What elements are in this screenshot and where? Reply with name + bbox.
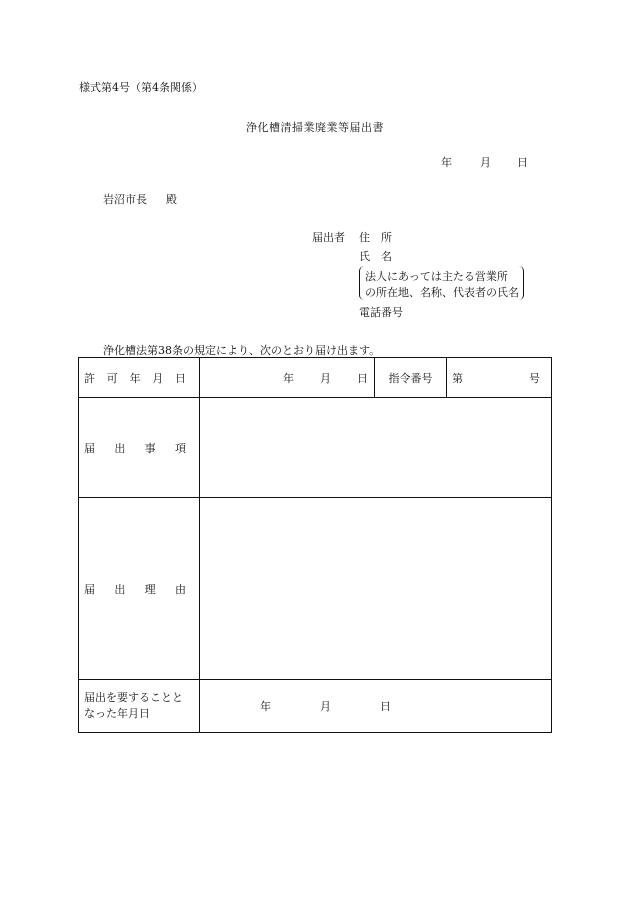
label-char: 月	[152, 371, 164, 385]
year-label: 年	[441, 156, 452, 169]
addressee	[103, 194, 177, 205]
document-title: 浄化槽清掃業廃業等届出書	[246, 121, 384, 134]
label-char: 由	[174, 582, 186, 596]
label-char: 許	[84, 371, 95, 385]
year-label: 年	[283, 371, 294, 385]
notification-matters-field[interactable]	[200, 398, 552, 498]
table-row	[79, 398, 552, 498]
month-label: 月	[320, 371, 331, 385]
phone-label: 電話番号	[359, 306, 403, 319]
change-date-label-line1: 届出を要することと	[84, 691, 183, 704]
label-char: 出	[114, 582, 126, 596]
label-char: 可	[106, 371, 118, 385]
designation-number-label: 指令番号	[375, 358, 447, 398]
applicant-label: 届出者	[312, 231, 345, 244]
addressee-name: 岩沼市長	[103, 193, 147, 206]
label-char: 項	[174, 441, 186, 455]
submission-date	[441, 157, 528, 168]
change-date-value[interactable]	[200, 680, 552, 733]
number-prefix: 第	[452, 371, 463, 385]
change-date-label	[79, 680, 200, 733]
permit-date-value[interactable]	[200, 358, 375, 398]
label-char: 理	[144, 582, 156, 596]
corporation-note-line1: 法人にあっては主たる営業所	[365, 270, 508, 283]
label-char: 日	[175, 371, 186, 385]
table-row	[79, 358, 552, 398]
permit-date-label	[79, 358, 200, 398]
day-label: 日	[357, 371, 368, 385]
table-row	[79, 498, 552, 680]
month-label: 月	[320, 700, 331, 713]
change-date-label-line2: なった年月日	[84, 707, 150, 720]
label-char: 年	[129, 371, 141, 385]
label-char: 事	[144, 441, 156, 455]
notification-reason-field[interactable]	[200, 498, 552, 680]
notification-matters-label	[79, 398, 200, 498]
addressee-honorific: 殿	[166, 193, 177, 206]
form-number: 様式第4号（第4条関係）	[79, 81, 203, 94]
notification-table	[78, 357, 552, 733]
year-label: 年	[260, 700, 271, 713]
label-char: 出	[114, 441, 126, 455]
corporation-note	[359, 266, 524, 300]
label-char: 届	[84, 441, 95, 455]
number-suffix: 号	[529, 371, 540, 385]
table-row	[79, 680, 552, 733]
designation-number-value[interactable]	[447, 358, 552, 398]
intro-text: 浄化槽法第38条の規定により、次のとおり届け出ます。	[103, 344, 381, 357]
corporation-note-line2: の所在地、名称、代表者の氏名	[365, 286, 519, 299]
label-char: 届	[84, 582, 95, 596]
address-label: 住 所	[359, 231, 392, 244]
day-label: 日	[517, 156, 528, 169]
month-label: 月	[480, 156, 491, 169]
name-label: 氏 名	[359, 250, 392, 263]
notification-reason-label	[79, 498, 200, 680]
day-label: 日	[380, 700, 391, 713]
